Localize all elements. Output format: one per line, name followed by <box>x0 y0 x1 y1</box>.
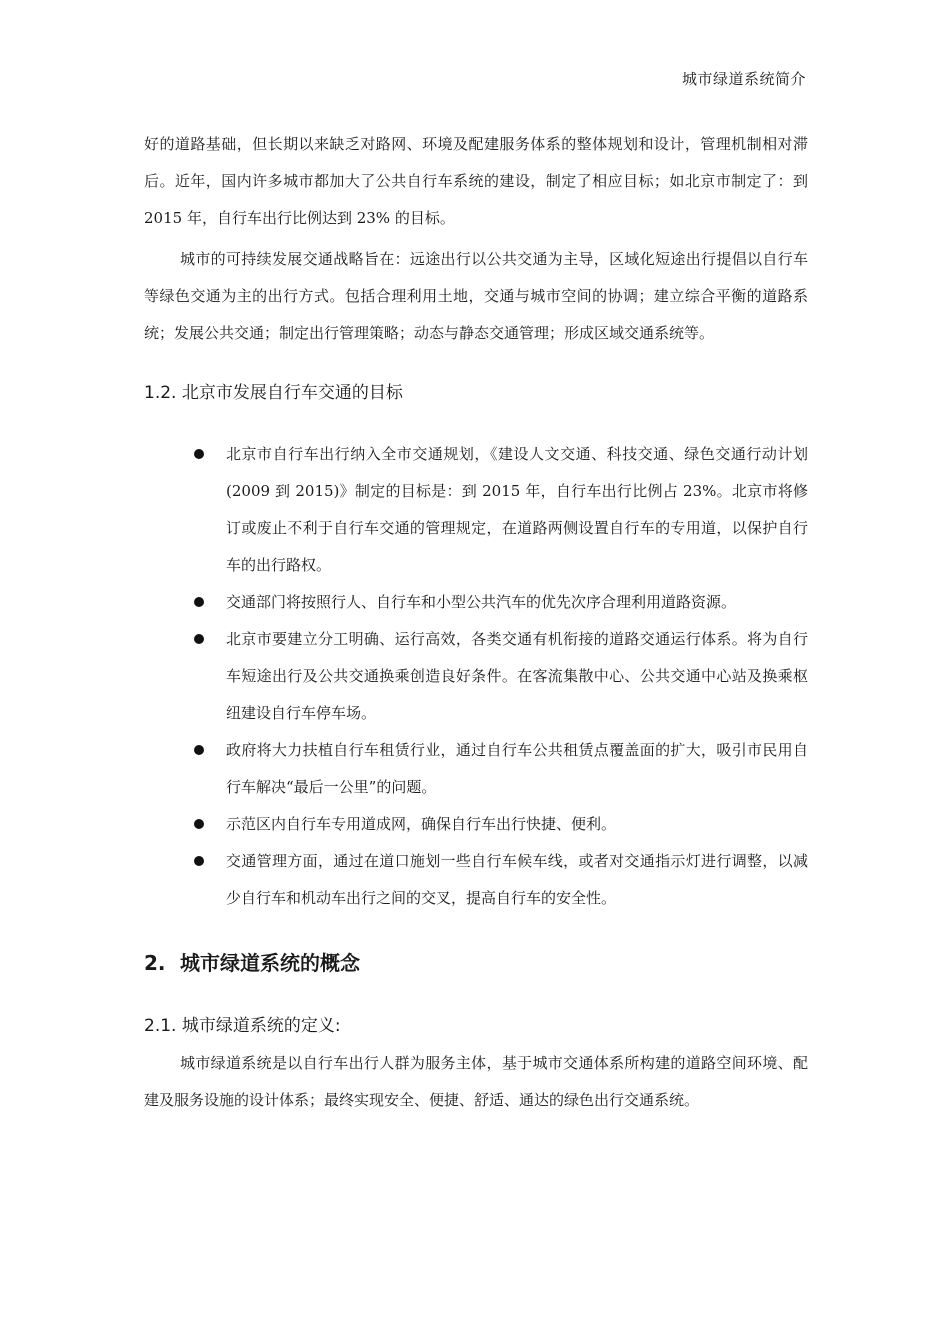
list-item-text: 交通管理方面，通过在道口施划一些自行车候车线，或者对交通指示灯进行调整，以减少自行车和机动车出行之间的交叉，提高自行车的安全性。 <box>226 852 808 907</box>
paragraph: 城市绿道系统是以自行车出行人群为服务主体，基于城市交通体系所构建的道路空间环境、配建及服务设施的设计体系；最终实现安全、便捷、舒适、通达的绿色出行交通系统。 <box>144 1054 808 1109</box>
bullet-icon <box>194 634 204 644</box>
list-item-text: 北京市要建立分工明确、运行高效，各类交通有机衔接的道路交通运行体系。将为自行车短途出行及公共交通换乘创造良好条件。在客流集散中心、公共交通中心站及换乘枢纽建设自行车停车场。 <box>226 630 808 722</box>
goal-bullet-list <box>144 436 808 917</box>
section-number: 2. <box>144 951 166 975</box>
paragraph: 城市的可持续发展交通战略旨在：远途出行以公共交通为主导，区域化短途出行提倡以自行车等绿色交通为主的出行方式。包括合理利用土地，交通与城市空间的协调；建立综合平衡的道路系统；发展公共交通；制定出行管理策略；动态与静态交通管理；形成区域交通系统等。 <box>144 250 808 342</box>
running-header: 城市绿道系统简介 <box>681 70 806 88</box>
list-item <box>144 436 808 584</box>
list-item-text: 政府将大力扶植自行车租赁行业，通过自行车公共租赁点覆盖面的扩大，吸引市民用自行车解决“最后一公里”的问题。 <box>226 741 808 796</box>
list-item-text: 交通部门将按照行人、自行车和小型公共汽车的优先次序合理利用道路资源。 <box>226 593 737 611</box>
bullet-icon <box>194 745 204 755</box>
list-item <box>144 843 808 917</box>
bullet-icon <box>194 597 204 607</box>
list-item-text: 示范区内自行车专用道成网，确保自行车出行快捷、便利。 <box>226 815 617 833</box>
list-item <box>144 621 808 732</box>
section-title: 城市绿道系统的概念 <box>180 951 360 975</box>
paragraph: 好的道路基础，但长期以来缺乏对路网、环境及配建服务体系的整体规划和设计，管理机制相对滞后。近年，国内许多城市都加大了公共自行车系统的建设，制定了相应目标；如北京市制定了：到 2015 年，自行车出行比例达到 23% 的目标。 <box>144 135 808 227</box>
page-content <box>144 126 808 1119</box>
bullet-icon <box>194 449 204 459</box>
bullet-icon <box>194 856 204 866</box>
bullet-icon <box>194 819 204 829</box>
section-heading-1-2: 1.2. 北京市发展自行车交通的目标 <box>144 383 403 403</box>
list-item <box>144 806 808 843</box>
list-item <box>144 584 808 621</box>
list-item <box>144 732 808 806</box>
list-item-text: 北京市自行车出行纳入全市交通规划，《建设人文交通、科技交通、绿色交通行动计划(2009 到 2015)》制定的目标是：到 2015 年，自行车出行比例占 23%。北京市将修订或废止不利于自行车交通的管理规定，在道路两侧设置自行车的专用道，以保护自行车的出行路权。 <box>226 445 808 574</box>
section-heading-2-1: 2.1. 城市绿道系统的定义: <box>144 1016 341 1036</box>
section-heading-2 <box>144 941 808 985</box>
